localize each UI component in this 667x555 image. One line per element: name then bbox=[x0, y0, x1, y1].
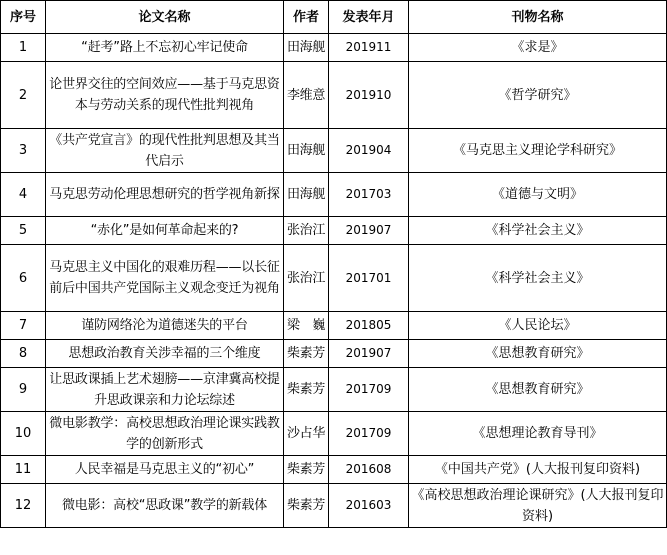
cell-journal: 《思想教育研究》 bbox=[409, 368, 667, 412]
cell-author: 田海舰 bbox=[284, 173, 329, 217]
cell-journal: 《高校思想政治理论课研究》(人大报刊复印资料) bbox=[409, 484, 667, 528]
cell-journal: 《科学社会主义》 bbox=[409, 217, 667, 245]
cell-author: 柴素芳 bbox=[284, 340, 329, 368]
cell-date: 201709 bbox=[329, 412, 409, 456]
cell-title: 思想政治教育关涉幸福的三个维度 bbox=[46, 340, 284, 368]
header-journal: 刊物名称 bbox=[409, 1, 667, 34]
header-row bbox=[1, 1, 667, 34]
cell-author: 柴素芳 bbox=[284, 484, 329, 528]
cell-title: “赶考”路上不忘初心牢记使命 bbox=[46, 34, 284, 62]
cell-author: 田海舰 bbox=[284, 34, 329, 62]
header-date: 发表年月 bbox=[329, 1, 409, 34]
header-author: 作者 bbox=[284, 1, 329, 34]
table-row bbox=[1, 456, 667, 484]
table-row bbox=[1, 368, 667, 412]
cell-title: 微电影：高校“思政课”教学的新载体 bbox=[46, 484, 284, 528]
cell-index: 6 bbox=[1, 245, 46, 312]
cell-date: 201910 bbox=[329, 62, 409, 129]
cell-journal: 《哲学研究》 bbox=[409, 62, 667, 129]
cell-index: 2 bbox=[1, 62, 46, 129]
cell-index: 5 bbox=[1, 217, 46, 245]
cell-journal: 《马克思主义理论学科研究》 bbox=[409, 129, 667, 173]
cell-date: 201703 bbox=[329, 173, 409, 217]
cell-author: 柴素芳 bbox=[284, 456, 329, 484]
cell-author: 柴素芳 bbox=[284, 368, 329, 412]
cell-date: 201907 bbox=[329, 217, 409, 245]
cell-title: 论世界交往的空间效应——基于马克思资本与劳动关系的现代性批判视角 bbox=[46, 62, 284, 129]
cell-index: 9 bbox=[1, 368, 46, 412]
cell-index: 10 bbox=[1, 412, 46, 456]
cell-index: 8 bbox=[1, 340, 46, 368]
cell-journal: 《求是》 bbox=[409, 34, 667, 62]
cell-author: 梁 巍 bbox=[284, 312, 329, 340]
cell-title: 人民幸福是马克思主义的“初心” bbox=[46, 456, 284, 484]
cell-author: 田海舰 bbox=[284, 129, 329, 173]
cell-index: 7 bbox=[1, 312, 46, 340]
cell-title: 让思政课插上艺术翅膀——京津冀高校提升思政课亲和力论坛综述 bbox=[46, 368, 284, 412]
table-row bbox=[1, 34, 667, 62]
cell-journal: 《思想教育研究》 bbox=[409, 340, 667, 368]
cell-index: 4 bbox=[1, 173, 46, 217]
cell-journal: 《人民论坛》 bbox=[409, 312, 667, 340]
header-title: 论文名称 bbox=[46, 1, 284, 34]
cell-index: 11 bbox=[1, 456, 46, 484]
cell-date: 201904 bbox=[329, 129, 409, 173]
cell-date: 201608 bbox=[329, 456, 409, 484]
table-row bbox=[1, 129, 667, 173]
cell-date: 201709 bbox=[329, 368, 409, 412]
cell-date: 201701 bbox=[329, 245, 409, 312]
cell-journal: 《道德与文明》 bbox=[409, 173, 667, 217]
cell-title: 《共产党宣言》的现代性批判思想及其当代启示 bbox=[46, 129, 284, 173]
cell-title: 谨防网络沦为道德迷失的平台 bbox=[46, 312, 284, 340]
cell-journal: 《科学社会主义》 bbox=[409, 245, 667, 312]
table-row bbox=[1, 484, 667, 528]
cell-author: 李维意 bbox=[284, 62, 329, 129]
table-row bbox=[1, 62, 667, 129]
cell-author: 沙占华 bbox=[284, 412, 329, 456]
table-row bbox=[1, 412, 667, 456]
cell-title: “赤化”是如何革命起来的? bbox=[46, 217, 284, 245]
table-row bbox=[1, 217, 667, 245]
table-row bbox=[1, 312, 667, 340]
cell-title: 马克思劳动伦理思想研究的哲学视角新探 bbox=[46, 173, 284, 217]
cell-index: 3 bbox=[1, 129, 46, 173]
cell-index: 12 bbox=[1, 484, 46, 528]
cell-date: 201907 bbox=[329, 340, 409, 368]
cell-title: 马克思主义中国化的艰难历程——以长征前后中国共产党国际主义观念变迁为视角 bbox=[46, 245, 284, 312]
table-row bbox=[1, 340, 667, 368]
header-index: 序号 bbox=[1, 1, 46, 34]
cell-date: 201911 bbox=[329, 34, 409, 62]
cell-date: 201805 bbox=[329, 312, 409, 340]
cell-title: 微电影教学：高校思想政治理论课实践教学的创新形式 bbox=[46, 412, 284, 456]
cell-journal: 《思想理论教育导刊》 bbox=[409, 412, 667, 456]
table-row bbox=[1, 173, 667, 217]
cell-author: 张治江 bbox=[284, 245, 329, 312]
cell-journal: 《中国共产党》(人大报刊复印资料) bbox=[409, 456, 667, 484]
cell-index: 1 bbox=[1, 34, 46, 62]
cell-date: 201603 bbox=[329, 484, 409, 528]
table-row bbox=[1, 245, 667, 312]
cell-author: 张治江 bbox=[284, 217, 329, 245]
